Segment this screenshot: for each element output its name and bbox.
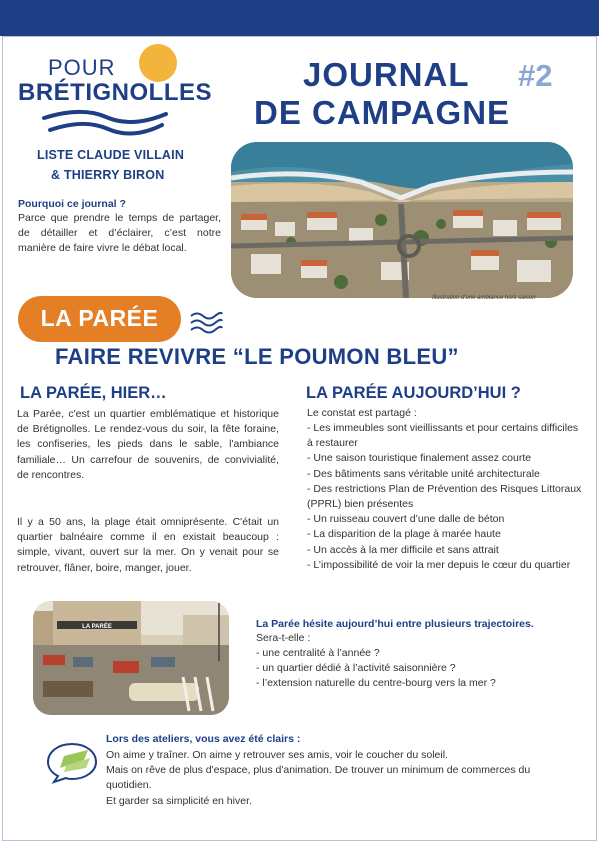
list-item: - L’impossibilité de voir la mer depuis le cœur du quartier [307,558,571,571]
journal-title-line1: JOURNAL [303,56,470,93]
right-intro: Le constat est partagé : [307,407,417,419]
photo-caption: Illustration d'une ambiance hors saison [432,295,536,301]
list-item: - Un ruisseau couvert d’une dalle de béton [307,513,505,526]
aerial-photo [231,142,573,298]
intro-answer: Parce que prendre le temps de partager, de détailler et d’éclairer, c’est notre manière de faire vivre le débat local. [18,212,221,254]
list-item: - La disparition de la plage à marée haute [307,528,501,541]
logo-pour: POUR [48,55,116,80]
waves-icon [40,108,170,138]
workshops-text [106,748,546,809]
list-item: - Des bâtiments sans véritable unité architecturale [307,467,540,480]
trajectories-question: Sera-t-elle : [256,632,311,644]
vintage-street-photo [33,601,229,715]
list-name-line2: & THIERRY BIRON [51,168,165,182]
speech-bubble-icon [44,738,100,784]
left-heading: LA PARÉE, HIER… [20,384,167,402]
issue-number: #2 [518,58,553,93]
workshops-heading: Lors des ateliers, vous avez été clairs : [106,733,301,745]
top-banner [0,0,599,36]
findings-list [307,421,585,573]
list-item: - un quartier dédié à l’activité saisonnière ? [256,662,456,674]
shop-sign: LA PARÉE [82,624,112,630]
list-item: - Les immeubles sont vieillissants et pour certains difficiles à restaurer [307,422,579,450]
list-item: - Un accès à la mer difficile et sans attrait [307,543,499,556]
list-item: - l’extension naturelle du centre-bourg vers la mer ? [256,677,496,689]
list-item: - Une saison touristique finalement assez courte [307,452,532,465]
list-item: - Des restrictions Plan de Prévention des Risques Littoraux (PPRL) bien présentes [307,482,582,511]
left-paragraph-1: La Parée, c'est un quartier emblématique et historique de Brétignolles. Le rendez-vous du soir, la fête foraine, les confiseries, les pieds dans le sable, l'ambiance familiale… Un carrefour de souvenirs, de convivialité, de rencontres. [17,408,279,481]
left-paragraph-2: Il y a 50 ans, la plage était omniprésente. C'était un quartier balnéaire comme il en existait beaucoup : simple, vivant, ouvert sur la mer. On y venait pour se retrouver, flâner, boire, manger, jouer. [17,516,279,574]
trajectories-heading: La Parée hésite aujourd’hui entre plusieurs trajectoires. [256,618,534,630]
workshops-line-2: Mais on rêve de plus d'espace, plus d'animation. De trouver un minimum de commerces du quotidien. [106,764,531,792]
logo-bretignolles: BRÉTIGNOLLES [18,79,213,106]
workshops-line-3: Et garder sa simplicité en hiver. [106,794,252,807]
section-tag: LA PARÉE [40,305,159,331]
journal-title-line2: DE CAMPAGNE [254,94,511,131]
trajectories-list [256,646,496,691]
list-name-line1: LISTE CLAUDE VILLAIN [37,148,185,162]
sun-icon [139,44,177,82]
wave-icon [188,308,224,336]
intro-question: Pourquoi ce journal ? [18,198,126,210]
section-headline: FAIRE REVIVRE “LE POUMON BLEU” [55,344,459,369]
workshops-line-1: On aime y traîner. On aime y retrouver ses amis, voir le coucher du soleil. [106,749,448,761]
list-item: - une centralité à l’année ? [256,647,380,659]
right-heading: LA PARÉE AUJOURD’HUI ? [306,384,521,402]
